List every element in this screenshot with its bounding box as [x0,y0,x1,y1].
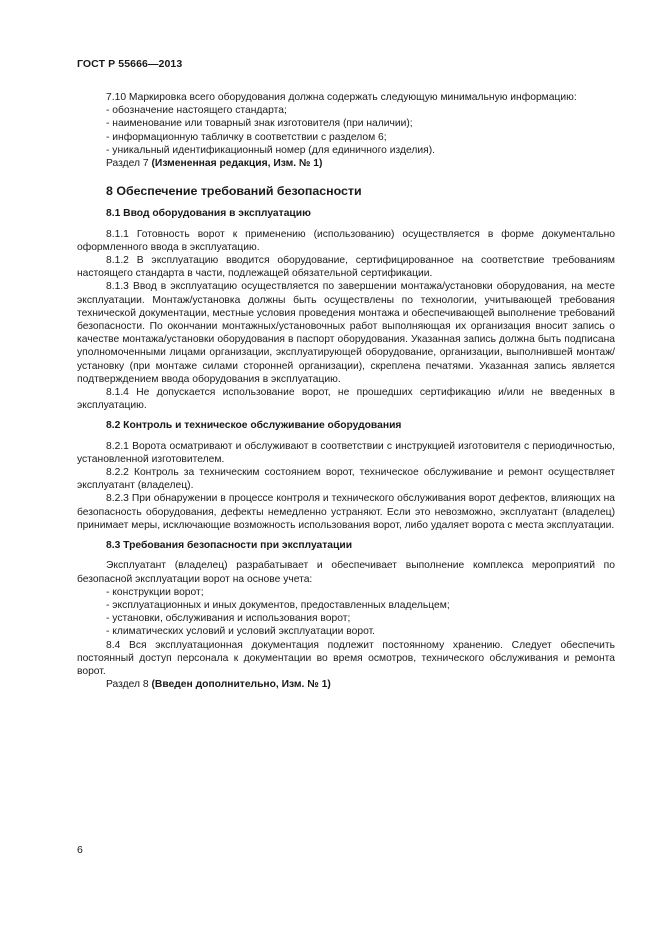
subsection-8-2-title: 8.2 Контроль и техническое обслуживание оборудования [106,420,402,432]
paragraph-7-10: 7.10 Маркировка всего оборудования должна содержать следующую минимальную информацию: [106,92,577,103]
list-item: - эксплуатационных и иных документов, предоставленных владельцем; [106,599,450,611]
section-8-title: 8 Обеспечение требований безопасности [106,184,362,199]
standard-header: ГОСТ Р 55666—2013 [77,58,183,70]
document-body [77,91,615,691]
note-prefix: Раздел 8 [106,679,152,691]
list-item: - конструкции ворот; [106,586,204,598]
page-number: 6 [77,844,83,856]
section-7-note [77,157,615,170]
note-bold: (Введен дополнительно, Изм. № 1) [151,679,331,691]
list-item: - установки, обслуживания и использования ворот; [106,613,351,625]
paragraph-8-2-2: 8.2.2 Контроль за техническим состоянием ворот, техническое обслуживание и ремонт осуществляет эксплуатант (владелец). [77,467,615,492]
note-prefix: Раздел 7 [106,158,152,170]
list-item: - информационную табличку в соответствии с разделом 6; [106,131,387,143]
paragraph-8-1-4: 8.1.4 Не допускается использование ворот, не прошедших сертификацию и/или не введенных в эксплуатацию. [77,387,615,412]
subsection-8-3-title: 8.3 Требования безопасности при эксплуатации [106,540,353,552]
paragraph-8-2-1: 8.2.1 Ворота осматривают и обслуживают в соответствии с инструкцией изготовителя с периодичностью, установленной изготовителем. [77,440,615,465]
subsection-8-1-title: 8.1 Ввод оборудования в эксплуатацию [106,208,311,220]
note-bold: (Измененная редакция, Изм. № 1) [151,158,323,170]
section-8-note [77,678,615,691]
list-item: - обозначение настоящего стандарта; [106,105,287,117]
list-item: - уникальный идентификационный номер (для единичного изделия). [106,144,436,156]
paragraph-8-2-3: 8.2.3 При обнаружении в процессе контроля и технического обслуживания ворот дефектов, влияющих на безопасность оборудования, дефекты немедленно устраняют. Если это невозможно, эксплуатант (владелец) принимает меры, исключающие возможность использования ворот, либо удаляет ворота с места эксплуатации. [77,493,615,531]
paragraph-8-3-intro: Эксплуатант (владелец) разрабатывает и обеспечивает выполнение комплекса мероприятий по безопасной эксплуатации ворот на основе учета: [77,560,615,585]
paragraph-8-1-3: 8.1.3 Ввод в эксплуатацию осуществляется по завершении монтажа/установки оборудования, на месте эксплуатации. Монтаж/установка должны быть осуществлены по технологии, учитывающей требования технической документации, местные условия проведения монтажа и обеспечивающей выполнение требований безопасности. По окончании монтажных/установочных работ выполняющая их организация вносит запись о качестве монтажа/установки оборудования в паспорт оборудования. Указанная запись должна быть подписана уполномоченными лицами организации, эксплуатирующей оборудование, организации, выполнившей монтаж/установку (при монтаже силами сторонней организации), скреплена печатями. Указанная запись является подтверждением ввода оборудования в эксплуатацию. [77,281,615,385]
list-item: - климатических условий и условий эксплуатации ворот. [106,626,376,638]
paragraph-8-1-2: 8.1.2 В эксплуатацию вводится оборудование, сертифицированное на соответствие требованиям настоящего стандарта в части, подлежащей обязательной сертификации. [77,255,615,280]
paragraph-8-4: 8.4 Вся эксплуатационная документация подлежит постоянному хранению. Следует обеспечить постоянный доступ персонала к документации во время осмотров, технического обслуживания и ремонта ворот. [77,639,615,677]
list-item: - наименование или товарный знак изготовителя (при наличии); [106,118,413,130]
paragraph-8-1-1: 8.1.1 Готовность ворот к применению (использованию) осуществляется в форме документально оформленного ввода в эксплуатацию. [77,228,615,253]
